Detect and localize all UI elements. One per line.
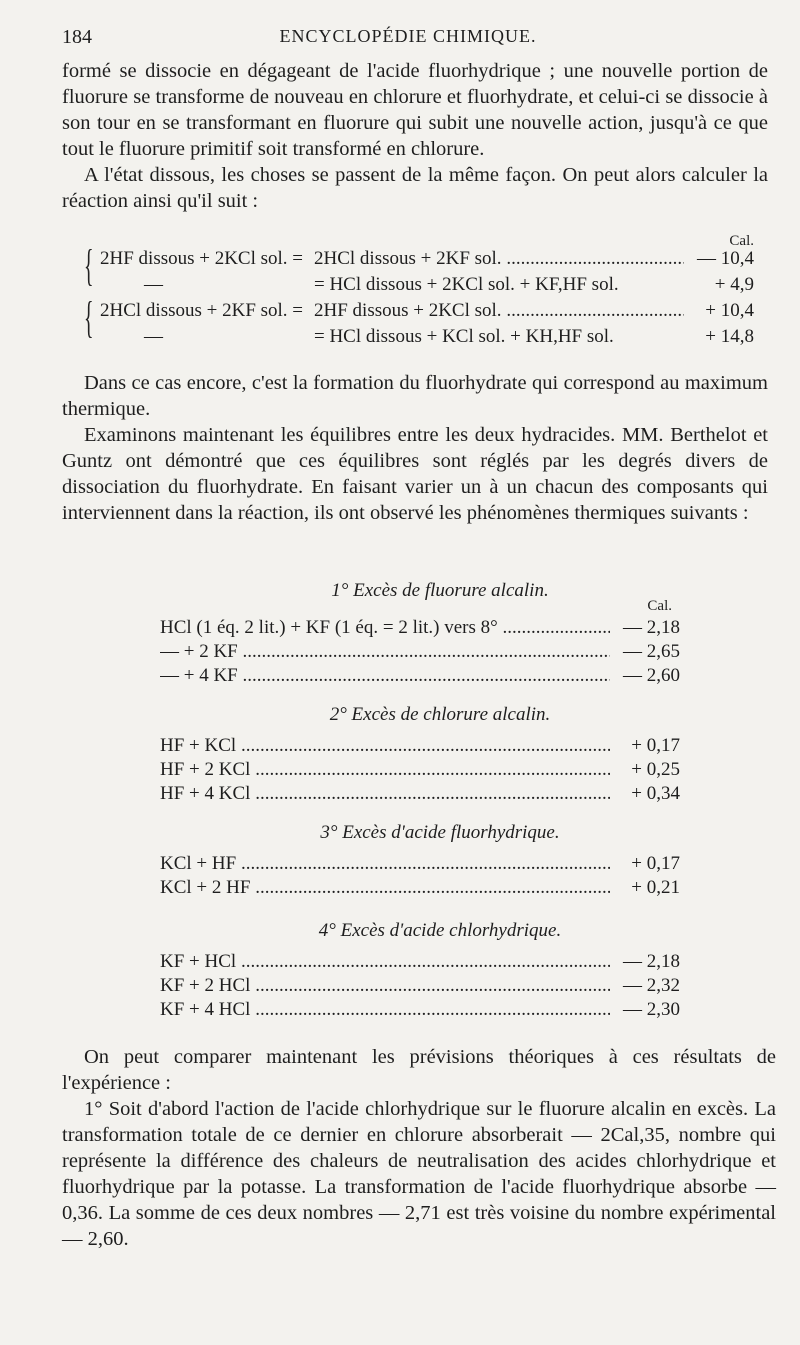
result-row bbox=[160, 734, 680, 758]
section-title: 2° Excès de chlorure alcalin. bbox=[329, 704, 551, 725]
middle-text bbox=[62, 370, 768, 526]
result-value: — 2,60 bbox=[623, 665, 680, 686]
result-text: HCl (1 éq. 2 lit.) + KF (1 éq. = 2 lit.) vers 8° ..... bbox=[160, 616, 610, 640]
equation-lhs: 2HCl dissous + 2KF sol. = bbox=[100, 300, 304, 321]
page-header bbox=[62, 26, 754, 52]
result-text: HF + 4 KCl ..... bbox=[160, 782, 610, 806]
section-title: 4° Excès d'acide chlorhydrique. bbox=[318, 920, 562, 941]
result-text: KF + HCl ..... bbox=[160, 950, 610, 974]
result-row bbox=[160, 950, 680, 974]
page-number: 184 bbox=[62, 26, 92, 48]
equation-lhs: 2HF dissous + 2KCl sol. = bbox=[100, 248, 304, 269]
running-title: ENCYCLOPÉDIE CHIMIQUE. bbox=[279, 26, 537, 46]
result-row bbox=[160, 974, 680, 998]
result-text: — + 2 KF ..... bbox=[160, 640, 610, 664]
equation-row bbox=[84, 298, 754, 324]
paragraph: A l'état dissous, les choses se passent de la même façon. On peut alors calculer la réaction ainsi qu'il suit : bbox=[62, 164, 768, 212]
result-text: — + 4 KF ..... bbox=[160, 664, 610, 688]
result-row bbox=[160, 664, 680, 688]
result-text: KCl + HF ..... bbox=[160, 852, 610, 876]
result-value: — 2,32 bbox=[623, 975, 680, 996]
cal-unit-label: Cal. bbox=[729, 233, 754, 249]
result-value: — 2,65 bbox=[623, 641, 680, 662]
conclusion-text bbox=[62, 1044, 776, 1252]
equation-rhs: 2HF dissous + 2KCl sol. ..... bbox=[314, 298, 684, 324]
result-value: + 0,25 bbox=[631, 759, 680, 780]
result-text: KF + 2 HCl ..... bbox=[160, 974, 610, 998]
result-row bbox=[160, 782, 680, 806]
reaction-equations bbox=[84, 228, 754, 350]
results-section bbox=[160, 578, 680, 688]
result-row bbox=[160, 876, 680, 900]
equation-rhs: = HCl dissous + 2KCl sol. + KF,HF sol. bbox=[314, 274, 619, 295]
results-section bbox=[160, 702, 680, 806]
section-title: 1° Excès de fluorure alcalin. bbox=[331, 580, 549, 601]
paragraph: 1° Soit d'abord l'action de l'acide chlorhydrique sur le fluorure alcalin en excès. La transformation totale de ce dernier en chlorure absorberait — 2Cal,35, nombre qui représente la différence des chaleurs de neutralisation des acides chlorhydrique et fluorhydrique par la potasse. La transformation de l'acide fluorhydrique absorbe — 0,36. La somme de ces deux nombres — 2,71 est très voisine du nombre expérimental — 2,60. bbox=[62, 1098, 776, 1250]
section-title: 3° Excès d'acide fluorhydrique. bbox=[320, 822, 560, 843]
equation-value: + 10,4 bbox=[705, 300, 754, 321]
result-row bbox=[160, 852, 680, 876]
brace-glyph: { bbox=[84, 293, 94, 342]
paragraph: formé se dissocie en dégageant de l'acide fluorhydrique ; une nouvelle portion de fluorure se transforme de nouveau en chlorure et fluorhydrate, et celui-ci se dissocie à son tour en se transformant en fluorure qui subit une nouvelle action, jusqu'à ce que tout le fluorure primitif soit transformé en chlorure. bbox=[62, 60, 768, 160]
results-section bbox=[160, 918, 680, 1022]
result-row bbox=[160, 998, 680, 1022]
brace-glyph: { bbox=[84, 241, 94, 290]
result-text: KCl + 2 HF ..... bbox=[160, 876, 610, 900]
equation-row bbox=[84, 324, 754, 350]
result-value: + 0,34 bbox=[631, 783, 680, 804]
result-value: + 0,21 bbox=[631, 877, 680, 898]
result-text: HF + KCl ..... bbox=[160, 734, 610, 758]
result-text: KF + 4 HCl ..... bbox=[160, 998, 610, 1022]
result-value: — 2,30 bbox=[623, 999, 680, 1020]
intro-text bbox=[62, 58, 768, 214]
equation-rhs: 2HCl dissous + 2KF sol. ..... bbox=[314, 246, 684, 272]
equation-row bbox=[84, 246, 754, 272]
equation-value: + 4,9 bbox=[714, 274, 754, 295]
cal-unit-label: Cal. bbox=[647, 598, 672, 614]
equation-rhs: = HCl dissous + KCl sol. + KH,HF sol. bbox=[314, 326, 614, 347]
equation-row bbox=[84, 272, 754, 298]
equation-lhs: — bbox=[144, 326, 163, 347]
paragraph: Examinons maintenant les équilibres entre les deux hydracides. MM. Berthelot et Guntz ont démontré que ces équilibres sont réglés par les degrés divers de dissociation du fluorhydrate. En faisant varier un à un chacun des composants qui interviennent dans la réaction, ils ont observé les phénomènes thermiques suivants : bbox=[62, 424, 768, 524]
results-section bbox=[160, 820, 680, 900]
equation-value: + 14,8 bbox=[705, 326, 754, 347]
result-value: — 2,18 bbox=[623, 617, 680, 638]
result-row bbox=[160, 640, 680, 664]
result-value: + 0,17 bbox=[631, 853, 680, 874]
result-value: — 2,18 bbox=[623, 951, 680, 972]
paragraph: Dans ce cas encore, c'est la formation du fluorhydrate qui correspond au maximum thermique. bbox=[62, 372, 768, 420]
equation-lhs: — bbox=[144, 274, 163, 295]
equation-value: — 10,4 bbox=[697, 248, 754, 269]
result-row bbox=[160, 758, 680, 782]
paragraph: On peut comparer maintenant les prévisions théoriques à ces résultats de l'expérience : bbox=[62, 1046, 776, 1094]
result-text: HF + 2 KCl ..... bbox=[160, 758, 610, 782]
result-row bbox=[160, 616, 680, 640]
result-value: + 0,17 bbox=[631, 735, 680, 756]
